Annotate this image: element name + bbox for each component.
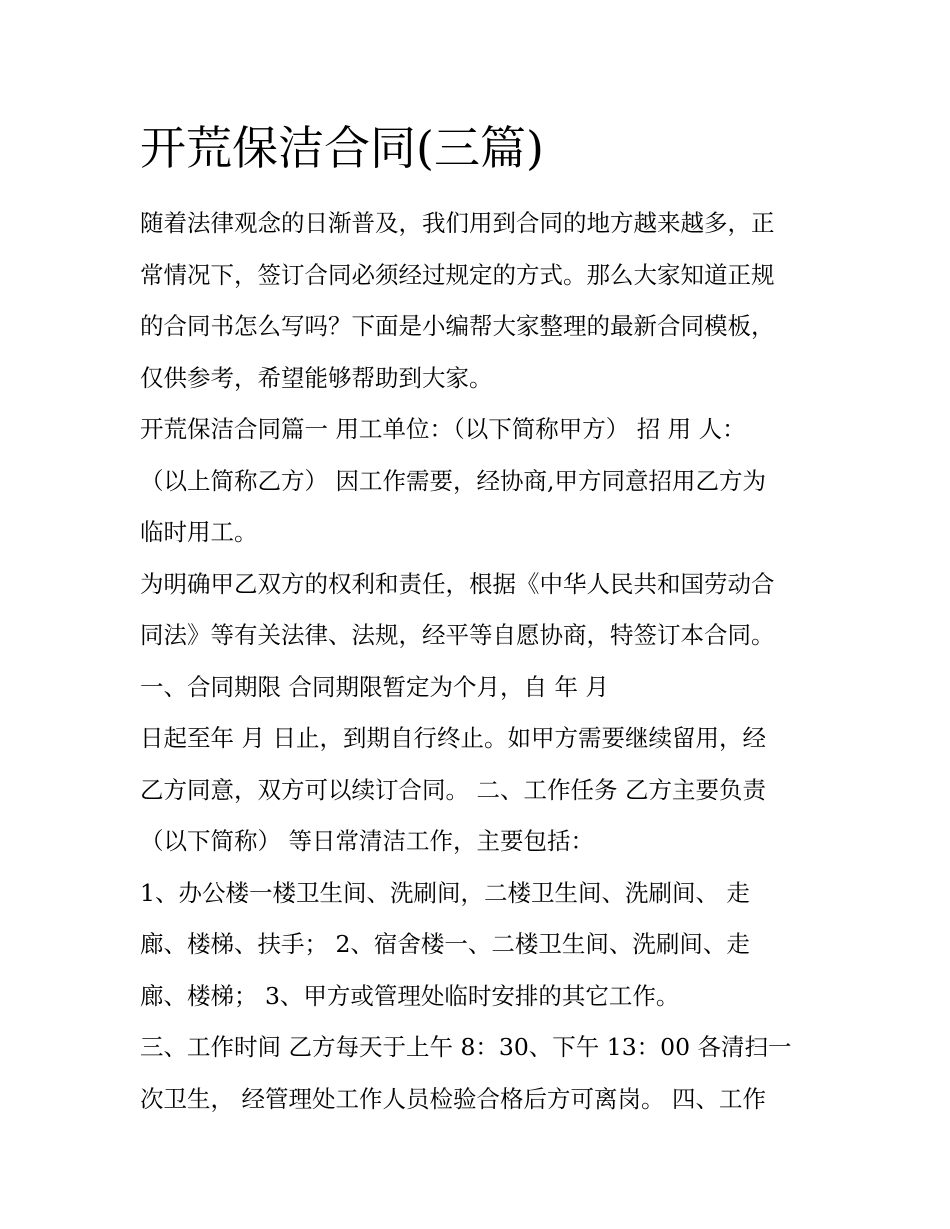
text-line: 一、合同期限 合同期限暂定为个月，自 年 月 [140, 672, 609, 701]
text-line: 开荒保洁合同篇一 用工单位：（以下简称甲方） 招 用 人： [140, 415, 746, 443]
text-line: 三、工作时间 乙方每天于上午 8：30、下午 13：00 各清扫一 [140, 1033, 792, 1061]
text-line: 常情况下，签订合同必须经过规定的方式。那么大家知道正规 [140, 260, 775, 289]
text-line: 临时用工。 [140, 518, 258, 546]
text-line: 仅供参考，希望能够帮助到大家。 [140, 363, 493, 392]
text-line: （以下简称） 等日常清洁工作，主要包括： [140, 827, 594, 855]
text-line: 乙方同意，双方可以续订合同。 二、工作任务 乙方主要负责 [140, 775, 766, 804]
text-line: 随着法律观念的日渐普及，我们用到合同的地方越来越多，正 [140, 209, 775, 237]
text-line: （以上简称乙方） 因工作需要，经协商,甲方同意招用乙方为 [140, 466, 766, 495]
document-title: 开荒保洁合同(三篇) [140, 121, 544, 175]
text-line: 为明确甲乙双方的权利和责任，根据《中华人民共和国劳动合 [140, 569, 775, 598]
text-line: 日起至年 月 日止，到期自行终止。如甲方需要继续留用，经 [140, 724, 766, 752]
document-body [140, 198, 820, 1125]
text-line: 廊、楼梯、扶手； 2、宿舍楼一、二楼卫生间、洗刷间、走 [140, 930, 750, 958]
text-line: 廊、楼梯； 3、甲方或管理处临时安排的其它工作。 [140, 981, 680, 1010]
text-line: 1、办公楼一楼卫生间、洗刷间，二楼卫生间、洗刷间、 走 [140, 878, 750, 907]
text-line: 次卫生， 经管理处工作人员检验合格后方可离岗。 四、工作 [140, 1084, 766, 1113]
text-line: 的合同书怎么写吗？下面是小编帮大家整理的最新合同模板， [140, 312, 775, 340]
text-line: 同法》等有关法律、法规，经平等自愿协商，特签订本合同。 [140, 621, 775, 649]
